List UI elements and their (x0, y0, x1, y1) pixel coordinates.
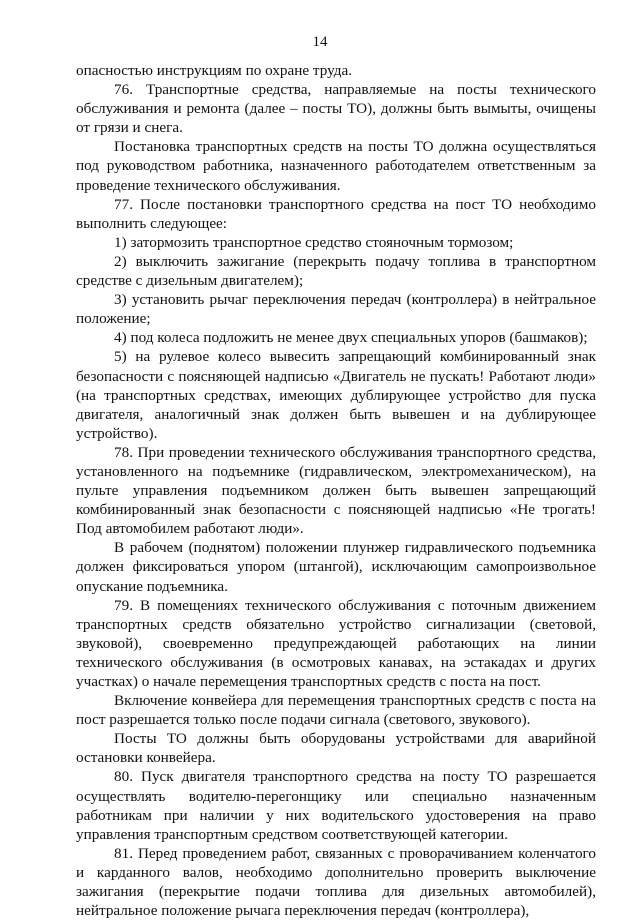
paragraph-continuation: опасностью инструкциям по охране труда. (76, 62, 353, 79)
list-item-2: 2) выключить зажигание (перекрыть подачу топлива в транспортном средстве с дизельным двигателем); (76, 252, 596, 290)
paragraph-76-setup: Постановка транспортных средств на посты ТО должна осуществляться под руководством работника, назначенного работодателем ответственным за проведение технического обслуживания. (76, 138, 596, 194)
page-number: 14 (312, 34, 328, 50)
paragraph-79-emergency: Посты ТО должны быть оборудованы устройствами для аварийной остановки конвейера. (76, 730, 596, 767)
list-item-4: 4) под колеса подложить не менее двух специальных упоров (башмаков); (114, 329, 588, 347)
document-body (76, 61, 596, 920)
paragraph-81: 81. Перед проведением работ, связанных с проворачиванием коленчатого и карданного валов, необходимо дополнительно проверить выключение зажигания (перекрытие подачи топлива для дизельных автомобилей), нейтральное положение рычага переключения передач (контроллера), (76, 844, 596, 920)
paragraph-76: 76. Транспортные средства, направляемые на посты технического обслуживания и ремонта (далее – посты ТО), должны быть вымыты, очищены от грязи и снега. (76, 81, 596, 137)
paragraph-78: 78. При проведении технического обслуживания транспортного средства, установленного на подъемнике (гидравлическом, электромеханическом), на пульте управления подъемником должен быть вывешен запрещающий комбинированный знак безопасности с поясняющей надписью «Не трогать! Под автомобилем работают люди». (76, 443, 596, 538)
paragraph-80: 80. Пуск двигателя транспортного средства на посту ТО разрешается осуществлять водителю-перегонщику или специально назначенным работникам при наличии у них водительского удостоверения на право управления транспортным средством соответствующей категории. (76, 768, 596, 843)
paragraph-78-plunger: В рабочем (поднятом) положении плунжер гидравлического подъемника должен фиксироваться упором (штангой), исключающим самопроизвольное опускание подъемника. (76, 539, 596, 595)
paragraph-79: 79. В помещениях технического обслуживания с поточным движением транспортных средств обязательно устройство сигнализации (световой, звуковой), своевременно предупреждающей работающих на линии технического обслуживания (в осмотровых канавах, на эстакадах и других участках) о начале перемещения транспортных средств с поста на пост. (76, 596, 596, 690)
list-item-3: 3) установить рычаг переключения передач (контроллера) в нейтральное положение; (76, 291, 596, 328)
list-item-5: 5) на рулевое колесо вывесить запрещающий комбинированный знак безопасности с поясняющей надписью «Двигатель не пускать! Работают люди» (на транспортных средствах, имеющих дублирующее устройство для пуска двигателя, аналогичный знак должен быть вывешен и на дублирующее устройство). (76, 348, 596, 442)
paragraph-77: 77. После постановки транспортного средства на пост ТО необходимо выполнить следующее: (76, 195, 596, 232)
paragraph-79-conveyor: Включение конвейера для перемещения транспортных средств с поста на пост разрешается только после подачи сигнала (светового, звукового). (76, 692, 596, 729)
list-item-1: 1) затормозить транспортное средство стояночным тормозом; (114, 233, 514, 251)
